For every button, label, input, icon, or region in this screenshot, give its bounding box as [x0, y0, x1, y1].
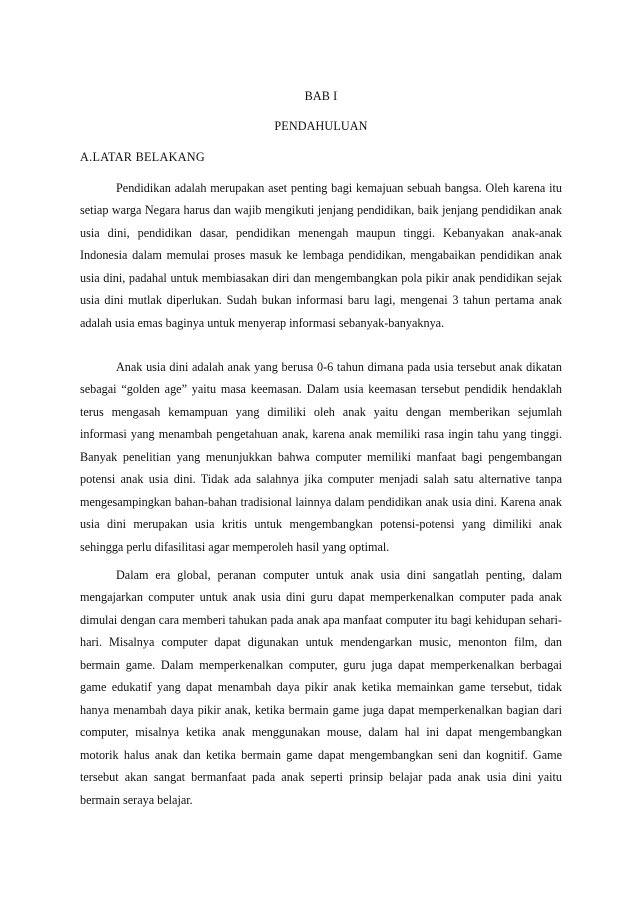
- paragraph-3: Dalam era global, peranan computer untuk anak usia dini sangatlah penting, dalam mengajarkan computer untuk anak usia dini guru dapat memperkenalkan computer pada anak dimulai dengan cara memberi tahukan pada anak apa manfaat computer itu bagi kehidupan sehari-hari. Misalnya computer dapat digunakan untuk mendengarkan music, menonton film, dan bermain game. Dalam memperkenalkan computer, guru juga dapat memperkenalkan berbagai game edukatif yang dapat menambah daya pikir anak ketika memainkan game tersebut, tidak hanya menambah daya pikir anak, ketika bermain game juga dapat memperkenalkan bagian dari computer, misalnya ketika anak menggunakan mouse, dalam hal ini dapat mengembangkan motorik halus anak dan ketika bermain game dapat mengembangkan seni dan kognitif. Game tersebut akan sangat bermanfaat pada anak seperti prinsip belajar pada anak usia dini yaitu bermain seraya belajar.: [80, 568, 562, 807]
- section-heading: A.LATAR BELAKANG: [80, 150, 206, 164]
- paragraph-1: Pendidikan adalah merupakan aset penting bagi kemajuan sebuah bangsa. Oleh karena itu setiap warga Negara harus dan wajib mengikuti jenjang pendidikan, baik jenjang pendidikan anak usia dini, pendidikan dasar, pendidikan menengah maupun tinggi. Kebanyakan anak-anak Indonesia dalam memulai proses masuk ke lembaga pendidikan, mengabaikan pendidikan anak usia dini, padahal untuk membiasakan diri dan mengembangkan pola pikir anak pendidikan sejak usia dini mutlak diperlukan. Sudah bukan informasi baru lagi, mengenai 3 tahun pertama anak adalah usia emas baginya untuk menyerap informasi sebanyak-banyaknya.: [80, 181, 562, 330]
- paragraph-2: Anak usia dini adalah anak yang berusa 0-6 tahun dimana pada usia tersebut anak dikatan sebagai “golden age” yaitu masa keemasan. Dalam usia keemasan tersebut pendidik hendaklah terus mengasah kemampuan yang dimiliki oleh anak yaitu dengan memberikan sejumlah informasi yang menambah pengetahuan anak, karena anak memiliki rasa ingin tahu yang tinggi. Banyak penelitian yang menunjukkan bahwa computer memiliki manfaat bagi pengembangan potensi anak usia dini. Tidak ada salahnya jika computer menjadi salah satu alternative tanpa mengesampingkan bahan-bahan tradisional lainnya dalam pendidikan anak usia dini. Karena anak usia dini merupakan usia kritis untuk mengembangkan potensi-potensi yang dimiliki anak sehingga perlu difasilitasi agar memperoleh hasil yang optimal.: [80, 360, 562, 554]
- chapter-title: PENDAHULUAN: [274, 119, 368, 133]
- chapter-label: BAB I: [304, 89, 338, 103]
